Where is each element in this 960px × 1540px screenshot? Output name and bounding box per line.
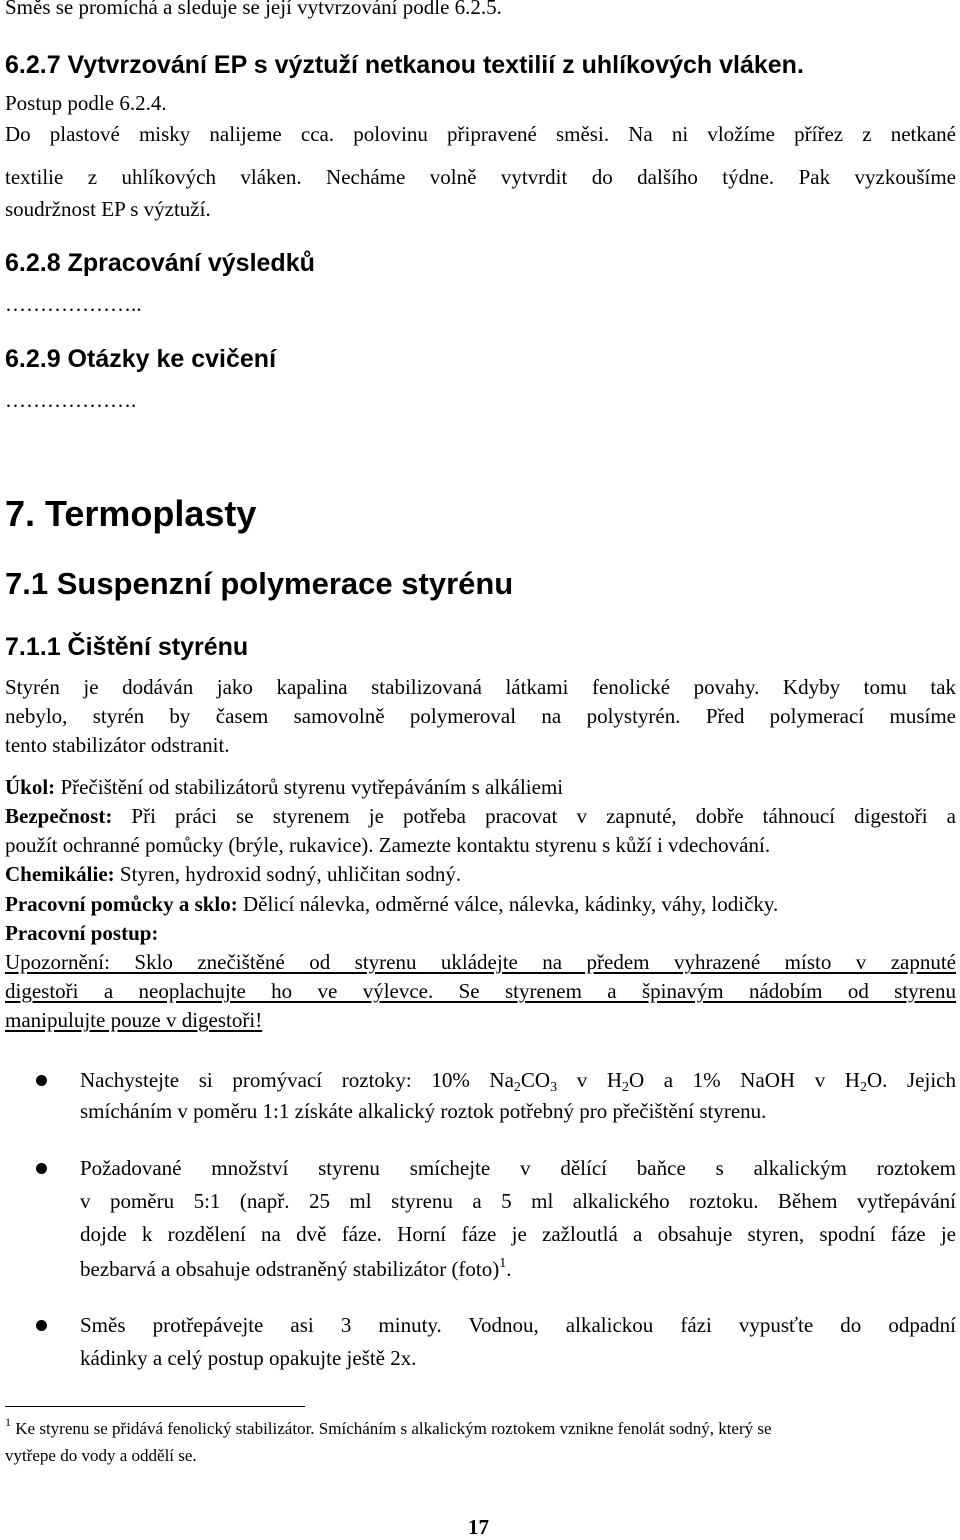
chapter-title: 7. Termoplasty (5, 493, 257, 534)
list-item-line: kádinky a celý postup opakujte ještě 2x. (80, 1346, 417, 1370)
bullet-icon (36, 1320, 47, 1331)
heading-6-2-8: 6.2.8 Zpracování výsledků (5, 249, 315, 277)
procedure-label: Pracovní postup: (5, 921, 159, 945)
footnote-line: vytřepe do vody a oddělí se. (5, 1446, 197, 1465)
postup-reference: Postup podle 6.2.4. (5, 91, 167, 115)
equipment-line (5, 890, 778, 919)
paragraph-line: Do plastové misky nalijeme cca. polovinu připravené směsi. Na ni vložíme přířez z netkané (5, 122, 956, 146)
paragraph-line: tento stabilizátor odstranit. (5, 733, 230, 757)
safety-line: použít ochranné pomůcky (brýle, rukavice). Zamezte kontaktu styrenu s kůží i vdechování. (5, 833, 771, 857)
chemicals-text: Styren, hydroxid sodný, uhličitan sodný. (114, 862, 462, 886)
warning-line: Upozornění: Sklo znečištěné od styrenu ukládejte na předem vyhrazené místo v zapnuté (5, 950, 956, 974)
paragraph-line: textilie z uhlíkových vláken. Necháme volně vytvrdit do dalšího týdne. Pak vyzkoušíme (5, 165, 956, 189)
list-item-line: bezbarvá a obsahuje odstraněný stabilizátor (foto)$^1$. (80, 1256, 512, 1281)
task-text: Přečištění od stabilizátorů styrenu vytřepáváním s alkáliemi (55, 775, 564, 799)
equipment-label: Pracovní pomůcky a sklo: (5, 892, 238, 916)
heading-6-2-9: 6.2.9 Otázky ke cvičení (5, 345, 277, 373)
chemicals-label: Chemikálie: (5, 862, 115, 886)
placeholder-dots: ………………. (5, 388, 137, 412)
bullet-icon (36, 1075, 47, 1086)
intro-line: Směs se promíchá a sleduje se její vytvrzování podle 6.2.5. (5, 0, 502, 19)
heading-6-2-7: 6.2.7 Vytvrzování EP s výztuží netkanou textilií z uhlíkových vláken. (5, 51, 804, 79)
paragraph-line: soudržnost EP s výztuží. (5, 197, 211, 221)
heading-7-1: 7.1 Suspenzní polymerace styrénu (5, 566, 514, 601)
warning-line: manipulujte pouze v digestoři! (5, 1008, 263, 1032)
safety-line (5, 802, 956, 831)
list-item-line: v poměru 5:1 (např. 25 ml styrenu a 5 ml alkalického roztoku. Během vytřepávání (80, 1189, 956, 1213)
warning-line: digestoři a neoplachujte ho ve výlevce. Se styrenem a špinavým nádobím od styrenu (5, 979, 956, 1003)
bullet-icon (36, 1163, 47, 1174)
footnote-separator (5, 1406, 305, 1407)
safety-text: Při práci se styrenem je potřeba pracovat v zapnuté, dobře táhnoucí digestoři a (112, 804, 956, 828)
safety-label: Bezpečnost: (5, 804, 113, 828)
list-item-line: dojde k rozdělení na dvě fáze. Horní fáze je zažloutlá a obsahuje styren, spodní fáze je (80, 1222, 956, 1246)
chemicals-line (5, 860, 461, 889)
list-item-line: Nachystejte si promývací roztoky: 10% $Na_2CO_3$ v $H_2O$ a 1% NaOH v $H_2O$. Jejich (80, 1068, 956, 1095)
list-item-line: Směs protřepávejte asi 3 minuty. Vodnou, alkalickou fázi vypusťte do odpadní (80, 1313, 956, 1337)
placeholder-dots: ……………….. (5, 292, 142, 316)
equipment-text: Dělicí nálevka, odměrné válce, nálevka, kádinky, váhy, lodičky. (237, 892, 779, 916)
list-item-line: Požadované množství styrenu smíchejte v dělící baňce s alkalickým roztokem (80, 1156, 956, 1180)
footnote-line: $^1$ Ke styrenu se přidává fenolický stabilizátor. Smícháním s alkalickým roztokem vznikne fenolát sodný, který se (5, 1415, 772, 1438)
task-line (5, 773, 563, 802)
task-label: Úkol: (5, 775, 56, 799)
list-item-line: smícháním v poměru 1:1 získáte alkalický roztok potřebný pro přečištění styrenu. (80, 1099, 767, 1123)
paragraph-line: nebylo, styrén by časem samovolně polymeroval na polystyrén. Před polymerací musíme (5, 704, 956, 728)
page-number: 17 (468, 1515, 489, 1539)
heading-7-1-1: 7.1.1 Čištění styrénu (5, 633, 249, 661)
paragraph-line: Styrén je dodáván jako kapalina stabilizovaná látkami fenolické povahy. Kdyby tomu tak (5, 675, 956, 699)
